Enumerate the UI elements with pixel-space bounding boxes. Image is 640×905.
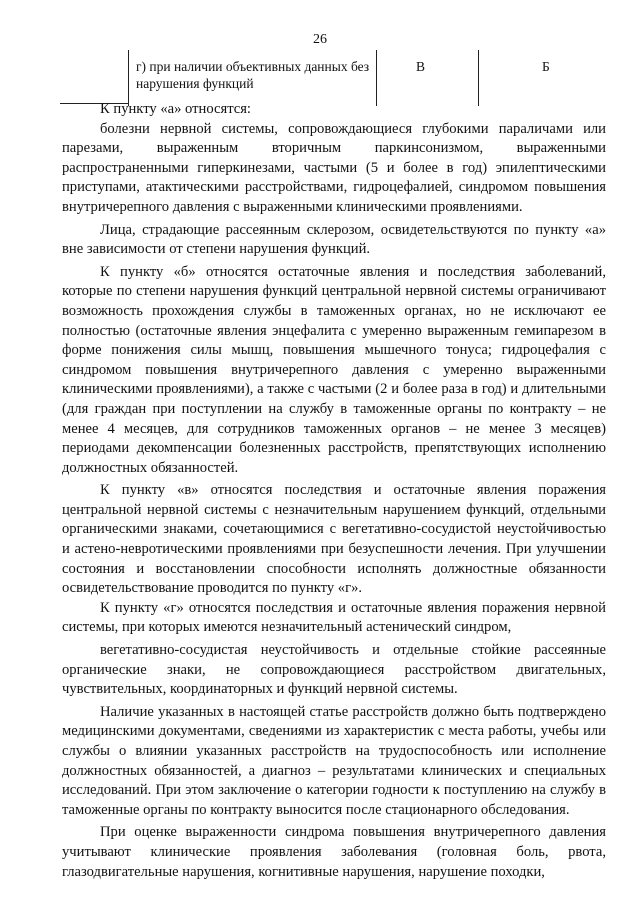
table-cell-condition: г) при наличии объективных данных без нарушения функций	[136, 59, 370, 91]
paragraph-point-g-details: вегетативно-сосудистая неустойчивость и отдельные стойкие рассеянные органические знаки, не сопровождающиеся расстройством двигательных, чувствительных, координаторных и функций нервной системы.	[62, 642, 606, 698]
table-fragment	[60, 50, 620, 106]
document-body	[62, 100, 606, 882]
paragraph-point-g: К пункту «г» относятся последствия и остаточные явления поражения нервной системы, при которых имеются незначительный астенический синдром,	[62, 599, 606, 636]
paragraph-point-b: К пункту «б» относятся остаточные явления и последствия заболеваний, которые по степени нарушения функций центральной нервной системы ограничивают возможность прохождения службы в таможенных органах, но не исключают ее полностью (остаточные явления энцефалита с умеренно выраженным гемипарезом в форме понижения силы мышц, повышения мышечного тонуса; гидроцефалия с синдромом повышения внутричерепного давления с умеренно выраженными клиническими проявлениями), а также с частыми (2 и более раза в год) и длительными (для граждан при поступлении на службу в таможенные органы по контракту – не менее 4 месяцев, для сотрудников таможенных органов – не менее 3 месяцев) периодами декомпенсации болезненных расстройств, препятствующих исполнению должностных обязанностей.	[62, 263, 606, 476]
table-line-v1	[128, 50, 129, 106]
table-cell-category-v: В	[416, 59, 426, 74]
paragraph-documentation: Наличие указанных в настоящей статье расстройств должно быть подтверждено медицинскими документами, сведениями из характеристик с места работы, учебы или службы о влиянии указанных расстройств на трудоспособность или исполнение должностных обязанностей, а диагноз – результатами клинических и специальных исследований. При этом заключение о категории годности к поступлению на службу в таможенные органы по контракту выносится после стационарного обследования.	[62, 703, 606, 818]
paragraph-sclerosis: Лица, страдающие рассеянным склерозом, освидетельствуются по пункту «а» вне зависимости от степени нарушения функций.	[62, 221, 606, 258]
page-number: 26	[313, 32, 327, 47]
paragraph-list-a: болезни нервной системы, сопровождающиеся глубокими параличами или парезами, выраженным вторичным паркинсонизмом, выраженными распространенными гиперкинезами, частыми (5 и более в год) эпилептическими приступами, атактическими расстройствами, гидроцефалией, синдромом повышения внутричерепного давления с выраженными клиническими проявлениями.	[62, 120, 606, 215]
paragraph-intro-a: К пункту «а» относятся:	[100, 101, 251, 117]
paragraph-point-v: К пункту «в» относятся последствия и остаточные явления поражения центральной нервной системы с незначительным нарушением функций, отдельными органическими знаками, сочетающимися с вегетативно-сосудистой неустойчивостью и астено-невротическими проявлениями при безуспешности лечения. При улучшении состояния и восстановлении способности исполнять должностные обязанности освидетельствование проводится по пункту «г».	[62, 482, 606, 597]
table-line-v3	[478, 50, 479, 106]
table-line-v2	[376, 50, 377, 106]
paragraph-intracranial-pressure: При оценке выраженности синдрома повышения внутричерепного давления учитывают клинические проявления заболевания (головная боль, рвота, глазодвигательные нарушения, когнитивные нарушения, нарушение походки,	[62, 824, 606, 880]
table-cell-category-b: Б	[542, 59, 550, 74]
